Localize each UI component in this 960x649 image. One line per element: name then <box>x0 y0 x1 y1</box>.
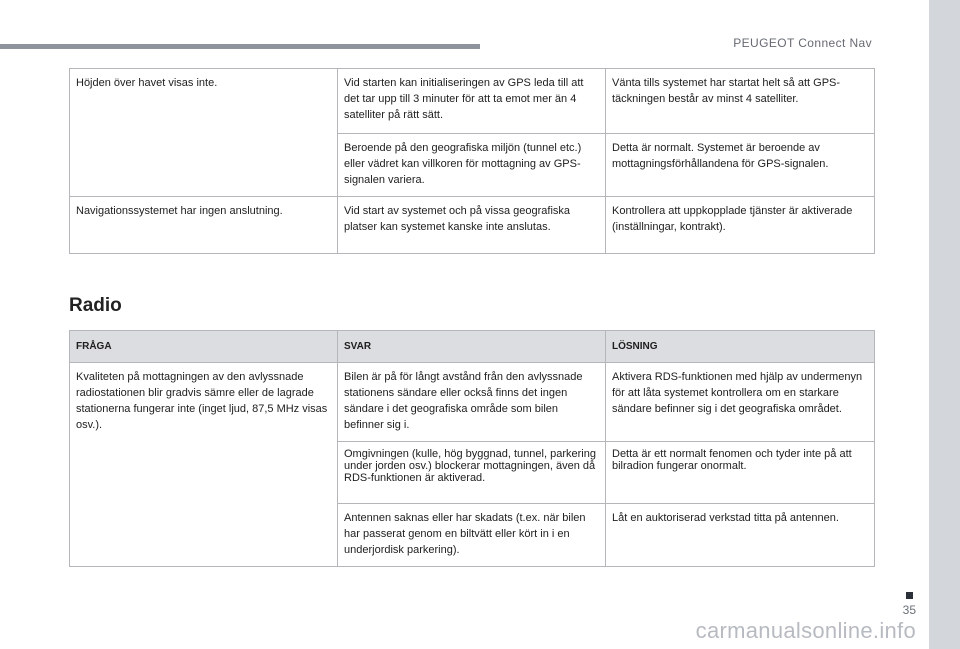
header-bar <box>0 44 480 49</box>
section-title-radio: Radio <box>69 295 122 316</box>
table-row <box>70 197 875 254</box>
answer-cell: Vid starten kan initialiseringen av GPS leda till att det tar upp till 3 minuter för att ta emot mer än 4 satelliter på rätt sätt. <box>338 69 606 134</box>
answer-cell: Vid start av systemet och på vissa geografiska platser kan systemet kanske inte anslutas. <box>338 197 606 254</box>
watermark: carmanualsonline.info <box>695 618 916 643</box>
solution-cell: Detta är ett normalt fenomen och tyder inte på att bilradion fungerar onormalt. <box>606 442 875 504</box>
gps-troubleshooting-table <box>69 68 875 254</box>
document-header-title: PEUGEOT Connect Nav <box>733 36 872 50</box>
question-cell: Höjden över havet visas inte. <box>70 69 338 197</box>
column-header-answer: SVAR <box>338 331 606 363</box>
answer-cell: Bilen är på för långt avstånd från den avlyssnade stationens sändare eller också finns det ingen sändare i det geografiska område som bilen befinner sig i. <box>338 363 606 442</box>
table-row <box>70 69 875 134</box>
page-marker <box>906 592 913 599</box>
table-row <box>70 363 875 442</box>
column-header-solution: LÖSNING <box>606 331 875 363</box>
answer-cell: Omgivningen (kulle, hög byggnad, tunnel, parkering under jorden osv.) blockerar mottagningen, även då RDS-funktionen är aktiverad. <box>338 442 606 504</box>
page-side-margin <box>929 0 960 649</box>
column-header-question: FRÅGA <box>70 331 338 363</box>
table-header-row <box>70 331 875 363</box>
solution-cell: Kontrollera att uppkopplade tjänster är aktiverade (inställningar, kontrakt). <box>606 197 875 254</box>
answer-cell: Beroende på den geografiska miljön (tunnel etc.) eller vädret kan villkoren för mottagning av GPS-signalen variera. <box>338 134 606 197</box>
question-cell: Navigationssystemet har ingen anslutning. <box>70 197 338 254</box>
solution-cell: Låt en auktoriserad verkstad titta på antennen. <box>606 504 875 567</box>
solution-cell: Vänta tills systemet har startat helt så att GPS-täckningen består av minst 4 satelliter. <box>606 69 875 134</box>
solution-cell: Detta är normalt. Systemet är beroende av mottagningsförhållandena för GPS-signalen. <box>606 134 875 197</box>
page-number: 35 <box>902 603 916 617</box>
radio-troubleshooting-table <box>69 330 875 567</box>
question-cell: Kvaliteten på mottagningen av den avlyssnade radiostationen blir gradvis sämre eller de lagrade stationerna fungerar inte (inget ljud, 87,5 MHz visas osv.). <box>70 363 338 567</box>
solution-cell: Aktivera RDS-funktionen med hjälp av undermenyn för att låta systemet kontrollera om en starkare sändare befinner sig i det geografiska området. <box>606 363 875 442</box>
answer-cell: Antennen saknas eller har skadats (t.ex. när bilen har passerat genom en biltvätt eller kört in i en underjordisk parkering). <box>338 504 606 567</box>
